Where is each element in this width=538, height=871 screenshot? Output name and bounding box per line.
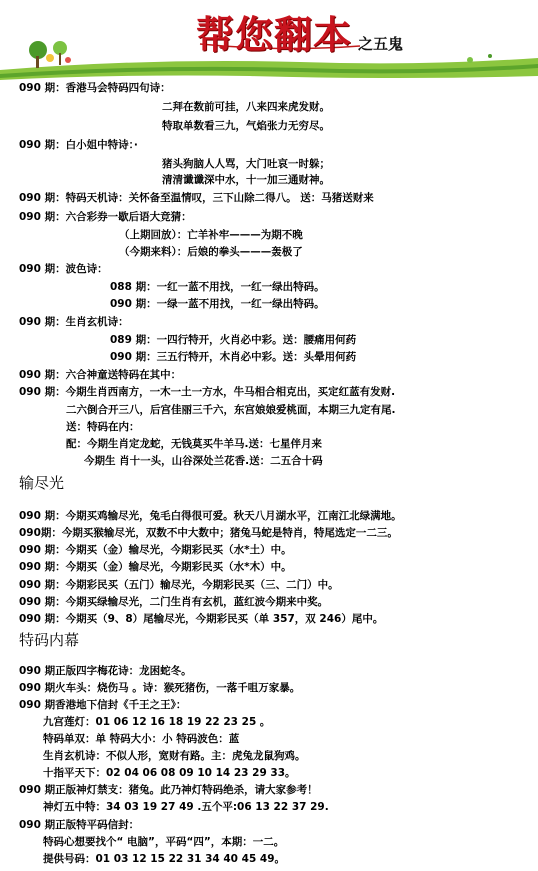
text-line: 特码心想要找个“ 电脑”，平码“四”，本期：一二。 [43, 836, 285, 848]
text-line: 二六倒合开三八，后宫佳丽三千六，东宫娘娘爱桃面，本期三九定有尾. [66, 404, 396, 416]
section-heading: 输尽光 [19, 474, 65, 492]
text-line: 090 期：今期买鸡输尽光，兔毛白得很可爱。秋天八月湖水平，江南江北绿满地。 [19, 510, 402, 522]
text-line: 特取单数看三九，气焰张力无穷尽。 [162, 120, 330, 132]
text-line: 090 期：香港马会特码四句诗： [19, 82, 171, 94]
text-line: 089 期：一四行特开，火肖必中彩。送：腰痛用何药 [110, 334, 357, 346]
text-line: 特码单双：单 特码大小：小 特码波色：蓝 [43, 733, 240, 745]
text-line: 今期生 肖十一头，山谷深处兰花香.送：二五合十码 [84, 455, 323, 467]
text-line: 090 期：今期生肖西南方，一木一土一方水，牛马相合相克出，买定红蓝有发财. [19, 386, 396, 398]
text-line: 090 期：六合彩券一歇后语大竞猜： [19, 211, 192, 223]
text-line: 090 期正版特平码信封： [19, 819, 140, 831]
text-line: 090 期：今期买（9、8）尾输尽光，今期彩民买（单 357，双 246）尾中。 [19, 613, 384, 625]
text-line: 090 期香港地下信封《千王之王》： [19, 699, 187, 711]
text-line: 配：今期生肖定龙蛇，无钱莫买牛羊马.送：七星伴月来 [66, 438, 322, 450]
text-line: 神灯五中特：34 03 19 27 49 .五个平:06 13 22 37 29. [43, 801, 329, 813]
text-line: 090 期：今期买（金）输尽光，今期彩民买（水*土）中。 [19, 544, 292, 556]
text-line: 090 期：白小姐中特诗：· [19, 139, 138, 151]
text-line: 九宫莲灯：01 06 12 16 18 19 22 23 25 。 [43, 716, 271, 728]
text-line: 090 期正版四字梅花诗：龙困蛇冬。 [19, 665, 192, 677]
text-line: 提供号码：01 03 12 15 22 31 34 40 45 49。 [43, 853, 286, 865]
text-line: （今期来料）：后娘的拳头———轰极了 [119, 246, 303, 258]
text-line: 090 期：特码天机诗：关怀备至温情叹，三下山除二得八。 送：马猪送财来 [19, 192, 374, 204]
banner-title: 帮您翻本 [196, 12, 353, 57]
text-line: 二拜在数前可挂，八来四来虎发财。 [162, 101, 330, 113]
text-line: （上期回放）：亡羊补牢———为期不晚 [119, 229, 303, 241]
text-line: 090 期：今期买绿输尽光，二门生肖有玄机，蓝红波今期来中奖。 [19, 596, 329, 608]
banner-subtitle: 之五鬼 [358, 35, 404, 53]
text-line: 十指平天下：02 04 06 08 09 10 14 23 29 33。 [43, 767, 296, 779]
text-line: 090 期：今期彩民买（五门）输尽光，今期彩民买（三、二门）中。 [19, 579, 339, 591]
text-line: 090期：今期买猴输尽光，双数不中大数中；猪兔马蛇是特肖，特尾选定一二三。 [19, 527, 398, 539]
text-line: 088 期：一红一蓝不用找，一红一绿出特码。 [110, 281, 325, 293]
text-line: 090 期：三五行特开，木肖必中彩。送：头晕用何药 [110, 351, 357, 363]
section-heading: 特码内幕 [19, 631, 80, 649]
text-line: 090 期：一绿一蓝不用找，一红一绿出特码。 [110, 298, 325, 310]
text-line: 猪头狗脑人人骂，大门吐哀一时躲； [162, 158, 330, 170]
text-line: 清清谶谶深中水，十一加三通财神。 [162, 174, 330, 186]
text-line: 送：特码在内： [66, 421, 140, 433]
text-line: 090 期火车头：烧伤马 。诗：猴死猪伤，一落千咀万家暴。 [19, 682, 301, 694]
text-line: 090 期：今期买（金）输尽光，今期彩民买（水*木）中。 [19, 561, 292, 573]
text-line: 生肖玄机诗：不似人形，宽财有路。主：虎兔龙鼠狗鸡。 [43, 750, 306, 762]
header-banner [0, 0, 538, 82]
text-line: 090 期：生肖玄机诗： [19, 316, 129, 328]
text-line: 090 期：六合神童送特码在其中： [19, 369, 182, 381]
text-line: 090 期：波色诗： [19, 263, 108, 275]
text-line: 090 期正版神灯禁支：猪兔。此乃神灯特码绝杀，请大家参考！ [19, 784, 318, 796]
